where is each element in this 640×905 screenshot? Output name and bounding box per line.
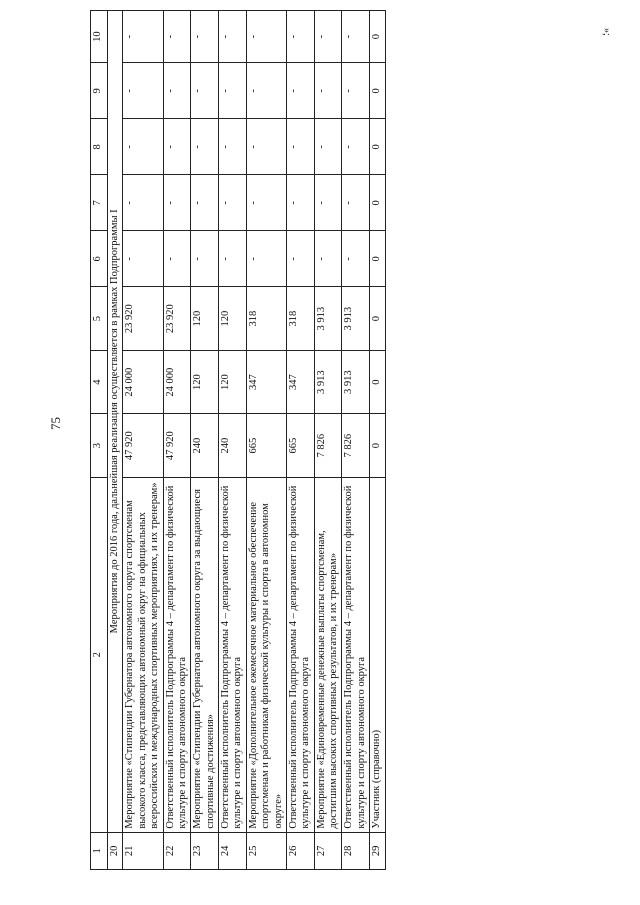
row-cell: - <box>314 231 342 287</box>
row-cell: - <box>123 175 163 231</box>
section-row <box>108 11 123 870</box>
row-cell: - <box>286 119 314 175</box>
row-cell: - <box>123 119 163 175</box>
row-cell: 3 913 <box>342 350 370 413</box>
row-cell: 0 <box>370 175 385 231</box>
row-cell: 0 <box>370 287 385 350</box>
row-cell: - <box>219 119 247 175</box>
header-cell: 2 <box>91 477 108 832</box>
table-row <box>163 11 191 870</box>
row-cell: - <box>314 175 342 231</box>
row-cell: 0 <box>370 231 385 287</box>
header-cell: 7 <box>91 175 108 231</box>
row-cell: 347 <box>246 350 286 413</box>
row-cell: 7 826 <box>342 414 370 477</box>
header-cell: 9 <box>91 63 108 119</box>
row-cell: 665 <box>286 414 314 477</box>
budget-table-rotated <box>90 10 498 870</box>
row-cell: 47 920 <box>123 414 163 477</box>
table-row <box>314 11 342 870</box>
row-cell: 22 <box>163 832 191 869</box>
table-row <box>219 11 247 870</box>
row-cell: - <box>163 231 191 287</box>
row-description: Мероприятие «Дополнительное ежемесячное материальное обеспечение спортсменам и работникам физической культуры и спорта в автономном округе» <box>246 477 286 832</box>
row-cell: - <box>219 11 247 63</box>
row-cell: - <box>191 231 219 287</box>
row-cell: 27 <box>314 832 342 869</box>
row-cell: - <box>286 63 314 119</box>
row-cell: - <box>342 175 370 231</box>
row-cell: 3 913 <box>314 287 342 350</box>
header-cell: 10 <box>91 11 108 63</box>
row-cell: - <box>342 11 370 63</box>
row-cell: - <box>191 175 219 231</box>
row-description: Мероприятие «Стипендии Губернатора автономного округа спортсменам высокого класса, представляющих автономный округ на официальных всероссийских и международных спортивных мероприятиях, и их тренерам» <box>123 477 163 832</box>
page-number: 75 <box>48 417 63 430</box>
section-title: Мероприятия до 2016 года, дальнейшая реализация осуществляется в рамках Подпрограммы I <box>108 11 123 833</box>
row-cell: 25 <box>246 832 286 869</box>
header-cell: 1 <box>91 832 108 869</box>
row-cell: 318 <box>286 287 314 350</box>
table-row <box>191 11 219 870</box>
row-cell: 28 <box>342 832 370 869</box>
row-description: Мероприятие «Единовременные денежные выплаты спортсменам, достигшим высоких спортивных результатов, и их тренерам» <box>314 477 342 832</box>
row-cell: 347 <box>286 350 314 413</box>
row-cell: - <box>314 11 342 63</box>
corner-mark: »; <box>601 28 612 36</box>
row-cell: - <box>246 175 286 231</box>
row-description: Ответственный исполнитель Подпрограммы 4 – департамент по физической культуре и спорту автономного округа <box>163 477 191 832</box>
row-cell: - <box>219 231 247 287</box>
row-description: Ответственный исполнитель Подпрограммы 4 – департамент по физической культуре и спорту автономного округа <box>342 477 370 832</box>
row-cell: 26 <box>286 832 314 869</box>
row-cell: - <box>246 11 286 63</box>
row-cell: - <box>163 175 191 231</box>
header-cell: 8 <box>91 119 108 175</box>
row-cell: - <box>314 63 342 119</box>
row-cell: 23 <box>191 832 219 869</box>
row-cell: - <box>123 231 163 287</box>
row-cell: - <box>246 63 286 119</box>
table-row <box>286 11 314 870</box>
row-cell: 0 <box>370 350 385 413</box>
row-cell: - <box>314 119 342 175</box>
header-cell: 5 <box>91 287 108 350</box>
row-cell: 240 <box>219 414 247 477</box>
row-cell: - <box>286 11 314 63</box>
table-body <box>91 11 386 870</box>
row-cell: 7 826 <box>314 414 342 477</box>
row-cell: - <box>123 63 163 119</box>
row-cell: - <box>246 231 286 287</box>
row-cell: - <box>163 11 191 63</box>
row-cell: 0 <box>370 414 385 477</box>
row-cell: 29 <box>370 832 385 869</box>
row-description: Мероприятие «Стипендии Губернатора автономного округа за выдающиеся спортивные достижения» <box>191 477 219 832</box>
row-cell: - <box>342 119 370 175</box>
row-cell: 47 920 <box>163 414 191 477</box>
row-cell: 0 <box>370 63 385 119</box>
row-cell: - <box>191 119 219 175</box>
row-cell: 120 <box>219 287 247 350</box>
row-cell: - <box>163 63 191 119</box>
header-cell: 4 <box>91 350 108 413</box>
row-cell: - <box>342 63 370 119</box>
row-cell: 240 <box>191 414 219 477</box>
row-cell: 3 913 <box>342 287 370 350</box>
row-cell: 23 920 <box>163 287 191 350</box>
row-cell: 21 <box>123 832 163 869</box>
row-cell: 3 913 <box>314 350 342 413</box>
budget-table <box>90 10 386 870</box>
row-cell: - <box>191 11 219 63</box>
row-cell: - <box>163 119 191 175</box>
row-cell: - <box>219 63 247 119</box>
row-cell: 24 <box>219 832 247 869</box>
row-description: Ответственный исполнитель Подпрограммы 4 – департамент по физической культуре и спорту автономного округа <box>286 477 314 832</box>
row-cell: - <box>219 175 247 231</box>
row-description: Ответственный исполнитель Подпрограммы 4 – департамент по физической культуре и спорту автономного округа <box>219 477 247 832</box>
table-row <box>370 11 385 870</box>
header-row <box>91 11 108 870</box>
row-cell: - <box>286 231 314 287</box>
row-cell: 120 <box>191 287 219 350</box>
row-cell: 24 000 <box>163 350 191 413</box>
row-cell: 318 <box>246 287 286 350</box>
row-cell: 665 <box>246 414 286 477</box>
row-cell: 0 <box>370 11 385 63</box>
row-cell: 120 <box>191 350 219 413</box>
row-cell: 23 920 <box>123 287 163 350</box>
section-number: 20 <box>108 832 123 869</box>
header-cell: 6 <box>91 231 108 287</box>
row-description: Участник (справочно) <box>370 477 385 832</box>
row-cell: - <box>342 231 370 287</box>
table-row <box>342 11 370 870</box>
row-cell: - <box>246 119 286 175</box>
row-cell: - <box>286 175 314 231</box>
row-cell: - <box>191 63 219 119</box>
row-cell: - <box>123 11 163 63</box>
table-row <box>123 11 163 870</box>
table-row <box>246 11 286 870</box>
row-cell: 120 <box>219 350 247 413</box>
header-cell: 3 <box>91 414 108 477</box>
row-cell: 24 000 <box>123 350 163 413</box>
row-cell: 0 <box>370 119 385 175</box>
